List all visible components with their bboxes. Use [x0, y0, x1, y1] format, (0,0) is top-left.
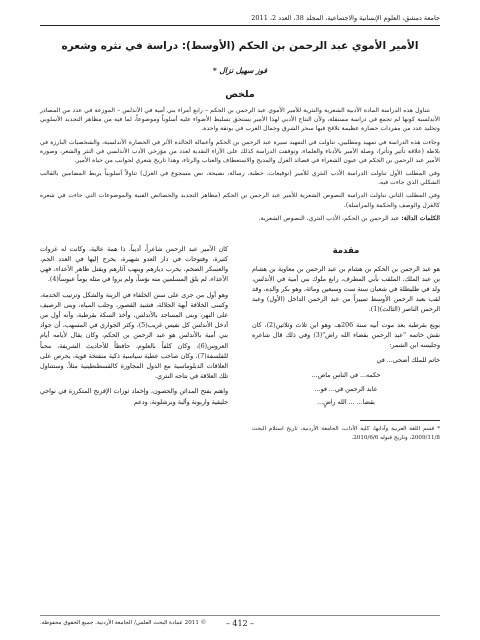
page-number: – 412 – — [225, 619, 255, 628]
poem-verses — [252, 371, 440, 408]
intro-heading: مقدمة — [332, 245, 360, 256]
poem-verse: حكمه... في الناس ماض... — [311, 372, 381, 380]
left-column — [40, 245, 228, 442]
body-paragraph: هو عبد الرحمن بن الحكم بن هشام بن عبد الرحمن بن معاوية بن هشام بن عبد الملك، الملقب بأبي المطرف، رابع ملوك بني أمية في الأندلس، ولد في طليطلة في شعبان سنة ست وسبعين ومائة، وهو بكر والده، وقد لقب بعبد الرحمن الأوسط تمييزاً من عبد الرحمن الداخل (الأول) وعبد الرحمن الناصر (الثالث)(1). — [252, 265, 440, 314]
abstract-heading: ملخص — [225, 89, 255, 100]
footnote-divider — [360, 420, 440, 421]
abstract-paragraph: وفي المطلب الثاني تناولت الدراسة النصوص الشعرية للأمير عبد الرحمن بن الحكم (مظاهر التجديد والخصائص الفنية والموضوعات التي جاءت في شعره كالغزل والوصف والحكمة والمراسلة). — [40, 192, 440, 209]
copyright-notice: © 2011 عمادة البحث العلمي/ الجامعة الأردنية. جميع الحقوق محفوظة. — [40, 620, 207, 626]
body-paragraph: كان الأمير عبد الرحمن شاعراً، أديباً، ذا همة عالية، وكانت له غزوات كثيرة، وفتوحات في دار العدو شهيرة، يخرج إليها في العدد الجم، والعسكر الضخم، يخرب ديارهم وينهب آثارهم ويقتل ظاهر الأعداء، فهي الأعداء، لم يلق المسلمين منه بؤساً، ولم يروا في مثله يوماً عبوساً(4). — [40, 245, 228, 284]
abstract-paragraph: تتناول هذه الدراسة المادة الأدبية الشعرية والنثرية للأمير الأموي عبد الرحمن بن الحكم – رابع أمراء بني أمية في الأندلس – الموزعة في عدد من المصادر الأندلسية كونها لم تجمع في دراسة مستقلة، ولأن النتاج الأدبي لهذا الأمير يستحق تسليط الأضواء عليه أسلوباً وموضوعاً، لما فيه من مظاهر التجديد الأسلوبي وتخليد عدد من مفردات حضارة عظيمة تلاقح فيها سحر الشرق وجمال الغرب في بوتقة واحدة. — [40, 107, 440, 133]
poem-verse: عابد الرحمن في... فو... — [314, 385, 378, 393]
body-paragraph: واهتم بفتح المدائن والحصون، وإخماد ثورات الإفرنج المتكررة في نواحي جليقية واربونة وألبة وبرشلونة، ودعم — [40, 388, 228, 406]
article-title: الأمير الأموي عبد الرحمن بن الحكم (الأوسط): دراسة في نثره وشعره — [61, 40, 419, 52]
right-column — [252, 245, 440, 442]
footnote: * قسم اللغة العربية وآدابها، كلية الآداب، الجامعة الأردنية، تاريخ استلام البحث 2009/11/8، وتاريخ قبوله 2010/6/6. — [252, 425, 440, 441]
page-footer — [40, 615, 440, 630]
author-name: فوز سهيل نزال * — [212, 66, 268, 75]
keywords-text: عبد الرحمن بن الحكم، الأدب النثري، النصوص الشعرية. — [258, 214, 400, 222]
body-paragraph: وهو أول من جرى على سنن الخلفاء في الزينة والشكل وترتيب الخدمة، وكسى الخلافة أبهة الجلالة، فشيد القصور، وجلب المياه، وبنى الرصيف على النهر، وبنى المساجد بالأندلس، وأخذ السكة بقرطبة، وأنه أول من أدخل الأندلس كل نفيس غريب(5)، وكثر الجواري في المسهب، أن جواد بني أمية بالأندلس هو عبد الرحمن بن الحكم، وكان يقال لأيامه أيام العروس(6)، وكان كلفاً بالعلوم، حافظاً للأحاديث الشريفة، محباً للفلسفة(7)، وكان صاحب عطية سياسية ذكية منفتحة قوية، يحرص على العلاقات الدبلوماسية مع الدول المجاورة كالقسطنطينية مثلاً، وستتناول تلك العلاقة في نتاجه النثري. — [40, 291, 228, 381]
body-paragraph: خاتم للملك أضحى... في — [376, 357, 440, 365]
keywords — [40, 214, 440, 223]
abstract — [40, 106, 440, 223]
running-header: جامعة دمشق، العلوم الإنسانية والاجتماعية، المجلد 38، العدد 2، 2011 — [40, 14, 440, 26]
body-columns — [40, 245, 440, 442]
keywords-label: الكلمات الدالة: — [401, 214, 440, 222]
abstract-paragraph: وجاءت هذه الدراسة في تمهيد ومطلبين، تناولت في التمهيد سيرة عبد الرحمن بن الحكم وأعماله الخالدة الأثر في الحضارة الأندلسية، والشخصيات البارزة في بلاطه (علاقة تأثير وتأثر)، وصلة الأمير بالأدباء والعلماء، وتوقفت الدراسة كذلك على الآراء النقدية لعدد من مؤرخي الأدب الأندلسي في النثر والشعر، وصورة الأمير عبد الرحمن بن الحكم في عيون الشعراء في قصائد الغزل والمديح والاستعطاف والعتاب والرثاء، وهذا تاريخ شعري لجوانب من حياة الأمير. — [40, 138, 440, 164]
abstract-paragraph: وفي المطلب الأول تناولت الدراسة الأدب النثري للأمير (توقيعات، خطبة، رسالة، نصيحة، نص مسجوع في الغزل) تناولاً أسلوبياً يربط المضامين بالقالب الشكلي الذي جاءت فيه. — [40, 170, 440, 187]
body-paragraph: بويع بقرطبة بعد موت أبيه سنة 206هـ، وهو ابن ثلاث وثلاثين(2)، كان نقش خاتمه "عبد الرحمن بقضاء الله راض"(3) وفي ذلك قال شاعره وجليسه ابن الشمر: — [252, 321, 441, 349]
poem-verse: بقضا... ... الله راضٍ... — [317, 398, 375, 406]
